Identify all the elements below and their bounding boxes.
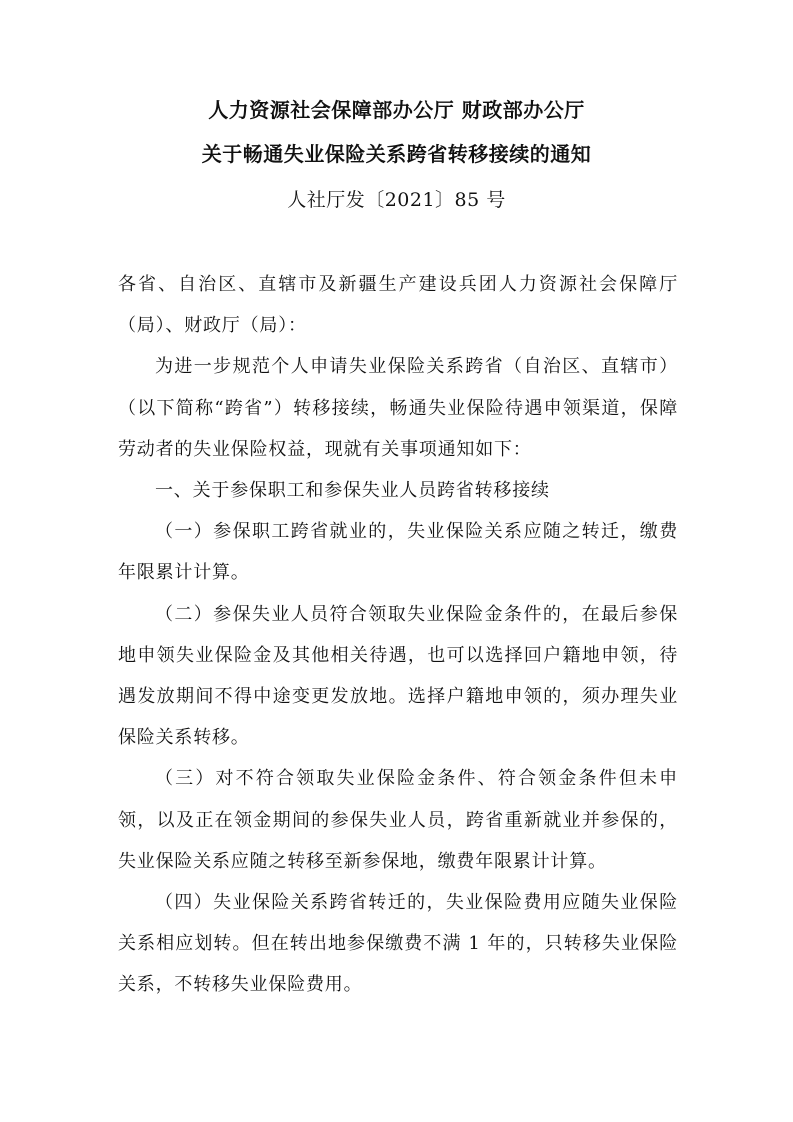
intro-paragraph: 为进一步规范个人申请失业保险关系跨省（自治区、直辖市）（以下简称“跨省”）转移接续，畅通失业保险待遇申领渠道，保障劳动者的失业保险权益，现就有关事项通知如下： [118,356,678,460]
section-heading: 一、关于参保职工和参保失业人员跨省转移接续 [155,480,550,502]
document-body [118,264,678,1006]
document-title-line-1: 人力资源社会保障部办公厅 财政部办公厅 [208,98,585,122]
list-item: （一）参保职工跨省就业的，失业保险关系应随之转迁，缴费年限累计计算。 [118,521,678,584]
list-item: （三）对不符合领取失业保险金条件、符合领金条件但未申领，以及正在领金期间的参保失业人员，跨省重新就业并参保的，失业保险关系应随之转移至新参保地，缴费年限累计计算。 [118,768,678,872]
salutation: 各省、自治区、直辖市及新疆生产建设兵团人力资源社会保障厅（局）、财政厅（局）： [118,274,678,337]
document-number: 人社厅发〔2021〕85 号 [287,189,506,211]
list-item: （二）参保失业人员符合领取失业保险金条件的，在最后参保地申领失业保险金及其他相关待遇，也可以选择回户籍地申领，待遇发放期间不得中途变更发放地。选择户籍地申领的，须办理失业保险关系转移。 [118,603,678,749]
list-item: （四）失业保险关系跨省转迁的，失业保险费用应随失业保险关系相应划转。但在转出地参保缴费不满 1 年的，只转移失业保险关系，不转移失业保险费用。 [118,892,678,996]
document-title-line-2: 关于畅通失业保险关系跨省转移接续的通知 [201,142,592,166]
